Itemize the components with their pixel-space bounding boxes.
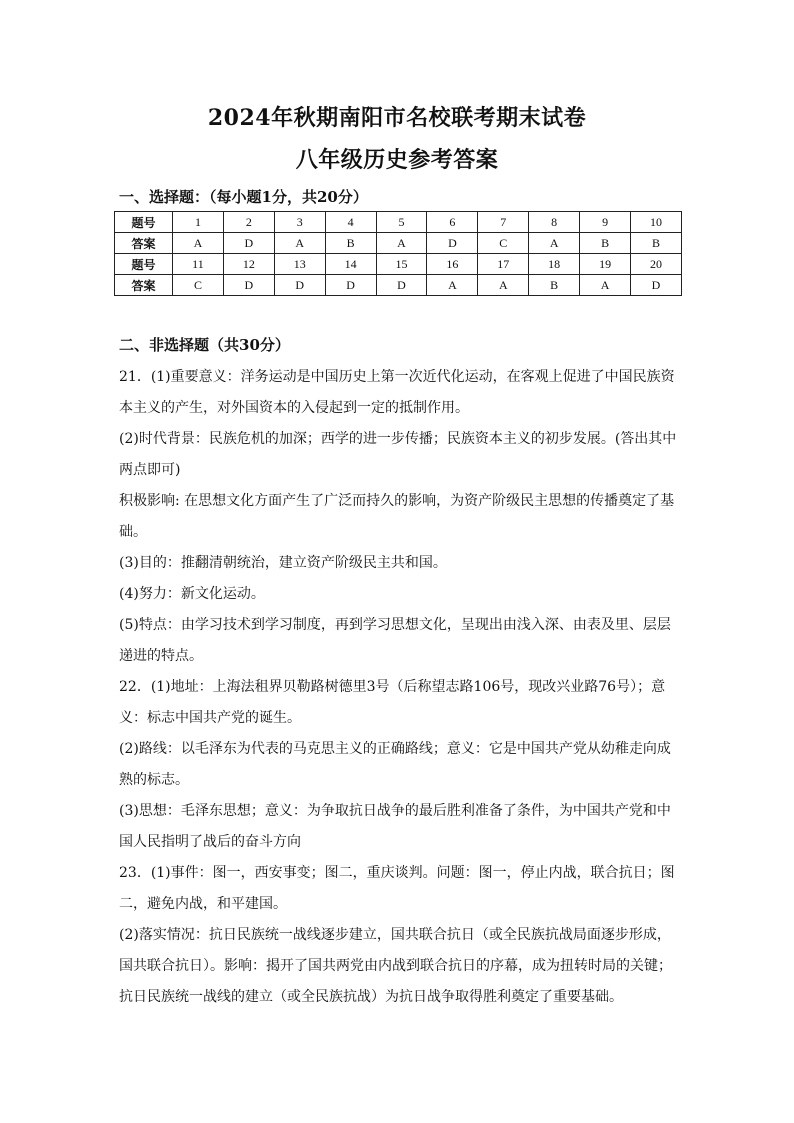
table-row (115, 254, 682, 275)
section-1-heading: 一、选择题：（每小题1分，共20分） (119, 188, 368, 206)
table-cell: 1 (173, 212, 224, 233)
table-cell: A (427, 275, 478, 296)
table-cell: B (631, 233, 682, 254)
answer-line: (5)特点：由学习技术到学习制度，再到学习思想文化，呈现出由浅入深、由表及里、层层 (119, 617, 671, 633)
table-cell: A (529, 233, 580, 254)
answer-line: 21．(1)重要意义：洋务运动是中国历史上第一次近代化运动，在客观上促进了中国民族资 (119, 369, 675, 385)
table-cell: B (325, 233, 376, 254)
answer-line: (2)路线：以毛泽东为代表的马克思主义的正确路线；意义：它是中国共产党从幼稚走向成 (119, 741, 671, 757)
table-row-label: 答案 (115, 233, 173, 254)
answer-line: 础。 (119, 524, 147, 540)
table-cell: 17 (478, 254, 529, 275)
answer-line: (2)落实情况：抗日民族统一战线逐步建立，国共联合抗日（或全民族抗战局面逐步形成， (119, 927, 671, 943)
table-cell: 12 (223, 254, 274, 275)
table-cell: 4 (325, 212, 376, 233)
answer-line: 22．(1)地址：上海法租界贝勒路树德里3号（后称望志路106号，现改兴业路76号）；意 (119, 679, 666, 695)
table-row (115, 233, 682, 254)
answer-line: (4)努力：新文化运动。 (119, 586, 265, 602)
answer-line: 国人民指明了战后的奋斗方向 (119, 834, 301, 850)
table-row (115, 212, 682, 233)
table-cell: B (580, 233, 631, 254)
answer-line: (3)思想：毛泽东思想；意义：为争取抗日战争的最后胜利准备了条件，为中国共产党和中 (119, 803, 671, 819)
answer-key-title: 八年级历史参考答案 (295, 147, 499, 173)
table-cell: A (478, 275, 529, 296)
table-cell: 14 (325, 254, 376, 275)
answer-line: (3)目的：推翻清朝统治，建立资产阶级民主共和国。 (119, 555, 447, 571)
section-2-heading: 二、非选择题（共30分） (119, 336, 290, 354)
table-cell: A (580, 275, 631, 296)
table-cell: 2 (223, 212, 274, 233)
table-cell: 3 (274, 212, 325, 233)
table-cell: 6 (427, 212, 478, 233)
table-cell: C (478, 233, 529, 254)
table-cell: D (223, 233, 274, 254)
answer-line: 抗日民族统一战线的建立（或全民族抗战）为抗日战争取得胜利奠定了重要基础。 (119, 989, 623, 1005)
table-cell: D (631, 275, 682, 296)
table-cell: 15 (376, 254, 427, 275)
table-cell: B (529, 275, 580, 296)
table-cell: A (173, 233, 224, 254)
answer-line: (2)时代背景：民族危机的加深；西学的进一步传播；民族资本主义的初步发展。(答出其中 (119, 431, 677, 447)
table-row-label: 题号 (115, 212, 173, 233)
answer-line: 二，避免内战，和平建国。 (119, 896, 287, 912)
table-cell: C (173, 275, 224, 296)
table-cell: 13 (274, 254, 325, 275)
answer-body (119, 362, 679, 1013)
table-cell: 9 (580, 212, 631, 233)
table-cell: D (427, 233, 478, 254)
answer-line: 23．(1)事件：图一，西安事变；图二，重庆谈判。问题：图一，停止内战，联合抗日；图 (119, 865, 675, 881)
exam-title: 2024年秋期南阳市名校联考期末试卷 (207, 105, 587, 131)
table-row-label: 题号 (115, 254, 173, 275)
table-cell: 7 (478, 212, 529, 233)
table-row-label: 答案 (115, 275, 173, 296)
answer-line: 本主义的产生，对外国资本的入侵起到一定的抵制作用。 (119, 400, 469, 416)
table-cell: 8 (529, 212, 580, 233)
table-cell: 18 (529, 254, 580, 275)
table-cell: 20 (631, 254, 682, 275)
table-cell: 5 (376, 212, 427, 233)
table-row (115, 275, 682, 296)
answer-line: 义：标志中国共产党的诞生。 (119, 710, 301, 726)
table-cell: 16 (427, 254, 478, 275)
answer-table (114, 211, 682, 296)
answer-line: 递进的特点。 (119, 648, 203, 664)
table-cell: 11 (173, 254, 224, 275)
answer-line: 积极影响: 在思想文化方面产生了广泛而持久的影响，为资产阶级民主思想的传播奠定了基 (119, 493, 675, 509)
table-cell: D (376, 275, 427, 296)
table-cell: A (274, 233, 325, 254)
table-cell: 19 (580, 254, 631, 275)
table-cell: D (223, 275, 274, 296)
answer-line: 国共联合抗日）。影响：揭开了国共两党由内战到联合抗日的序幕，成为扭转时局的关键； (119, 958, 672, 974)
table-cell: D (274, 275, 325, 296)
answer-line: 熟的标志。 (119, 772, 189, 788)
table-cell: A (376, 233, 427, 254)
answer-line: 两点即可) (119, 462, 181, 478)
table-cell: D (325, 275, 376, 296)
table-cell: 10 (631, 212, 682, 233)
